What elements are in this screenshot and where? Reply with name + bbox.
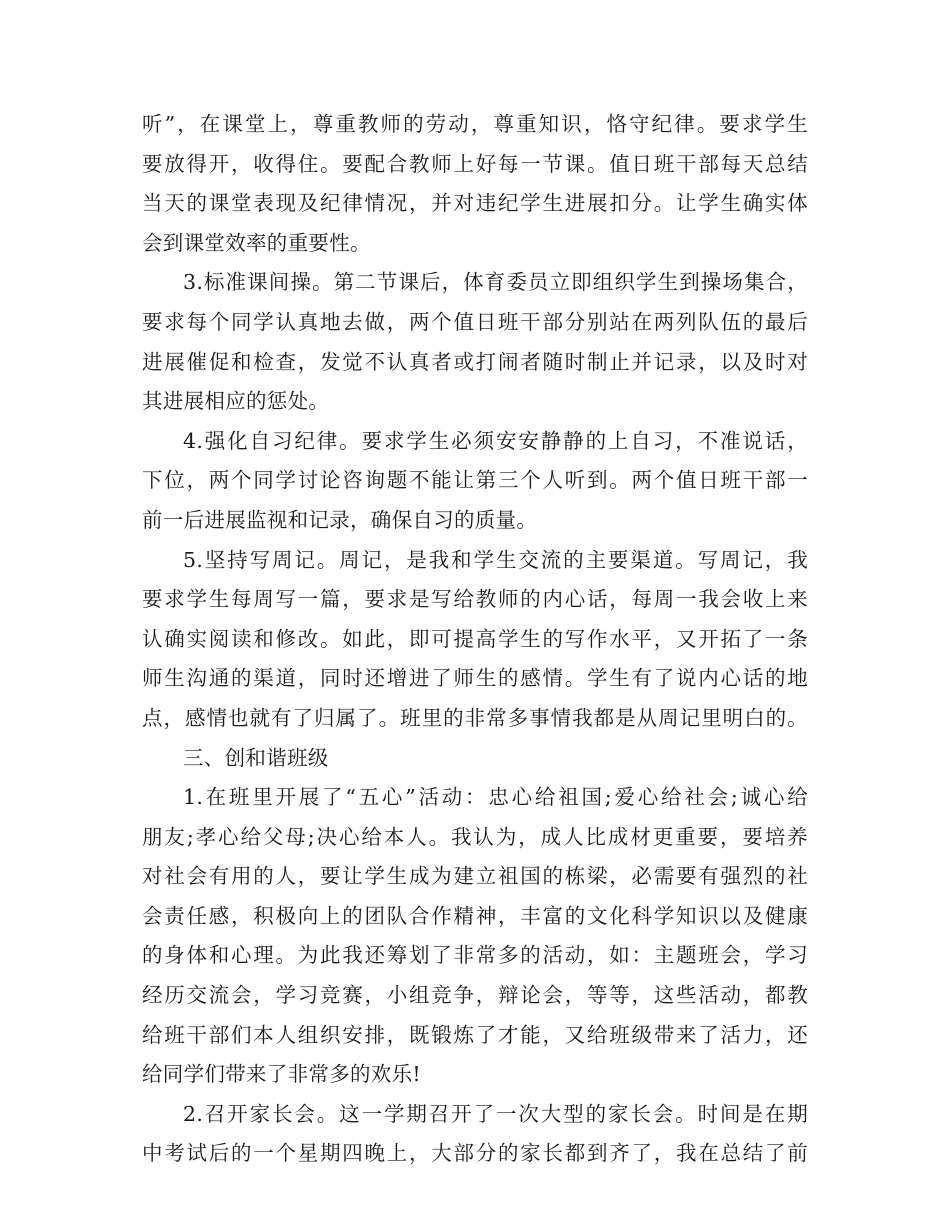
text-line: 听”，在课堂上，尊重教师的劳动，尊重知识，恪守纪律。要求学生 — [142, 112, 808, 136]
text-line: 2.召开家长会。这一学期召开了一次大型的家长会。时间是在期 — [183, 1101, 808, 1126]
text-line: 前一后进展监视和记录，确保自习的质量。 — [142, 507, 538, 532]
text-line: 3.标准课间操。第二节课后，体育委员立即组织学生到操场集合， — [183, 270, 808, 295]
body-text — [142, 105, 808, 1174]
text-line: 下位，两个同学讨论咨询题不能让第三个人听到。两个值日班干部一 — [142, 468, 808, 493]
text-line: 要求学生每周写一篇，要求是写给教师的内心话，每周一我会收上来 — [142, 587, 808, 612]
text-line: 进展催促和检查，发觉不认真者或打闹者随时制止并记录，以及时对 — [142, 349, 808, 374]
text-line: 当天的课堂表现及纪律情况，并对违纪学生进展扣分。让学生确实体 — [142, 191, 808, 216]
text-line: 点，感情也就有了归属了。班里的非常多事情我都是从周记里明白的。 — [142, 705, 808, 730]
text-line: 认确实阅读和修改。如此，即可提高学生的写作水平，又开拓了一条 — [142, 626, 808, 651]
text-line: 其进展相应的惩处。 — [142, 389, 330, 414]
text-line: 对社会有用的人，要让学生成为建立祖国的栋梁，必需要有强烈的社 — [142, 864, 808, 889]
text-line: 要求每个同学认真地去做，两个值日班干部分别站在两列队伍的最后 — [142, 309, 808, 334]
text-line: 给同学们带来了非常多的欢乐! — [142, 1062, 421, 1087]
text-line: 会责任感，积极向上的团队合作精神，丰富的文化科学知识以及健康 — [142, 903, 808, 928]
text-line: 要放得开，收得住。要配合教师上好每一节课。值日班干部每天总结 — [142, 151, 808, 176]
text-line: 师生沟通的渠道，同时还增进了师生的感情。学生有了说内心话的地 — [142, 666, 808, 691]
text-line: 中考试后的一个星期四晚上，大部分的家长都到齐了，我在总结了前 — [142, 1141, 808, 1166]
text-line: 给班干部们本人组织安排，既锻炼了才能，又给班级带来了活力，还 — [142, 1022, 808, 1047]
text-line: 会到课堂效率的重要性。 — [142, 230, 371, 255]
text-line: 4.强化自习纪律。要求学生必须安安静静的上自习，不准说话， — [183, 428, 808, 453]
text-line: 朋友;孝心给父母;决心给本人。我认为，成人比成材更重要，要培养 — [142, 824, 808, 849]
text-line: 经历交流会，学习竞赛，小组竞争，辩论会，等等，这些活动，都教 — [142, 983, 808, 1008]
text-line: 5.坚持写周记。周记，是我和学生交流的主要渠道。写周记，我 — [183, 547, 808, 572]
text-line: 1.在班里开展了“五心”活动：忠心给祖国;爱心给社会;诚心给 — [183, 785, 808, 810]
text-line: 三、创和谐班级 — [183, 745, 329, 770]
text-line: 的身体和心理。为此我还筹划了非常多的活动，如：主题班会，学习 — [142, 943, 808, 968]
